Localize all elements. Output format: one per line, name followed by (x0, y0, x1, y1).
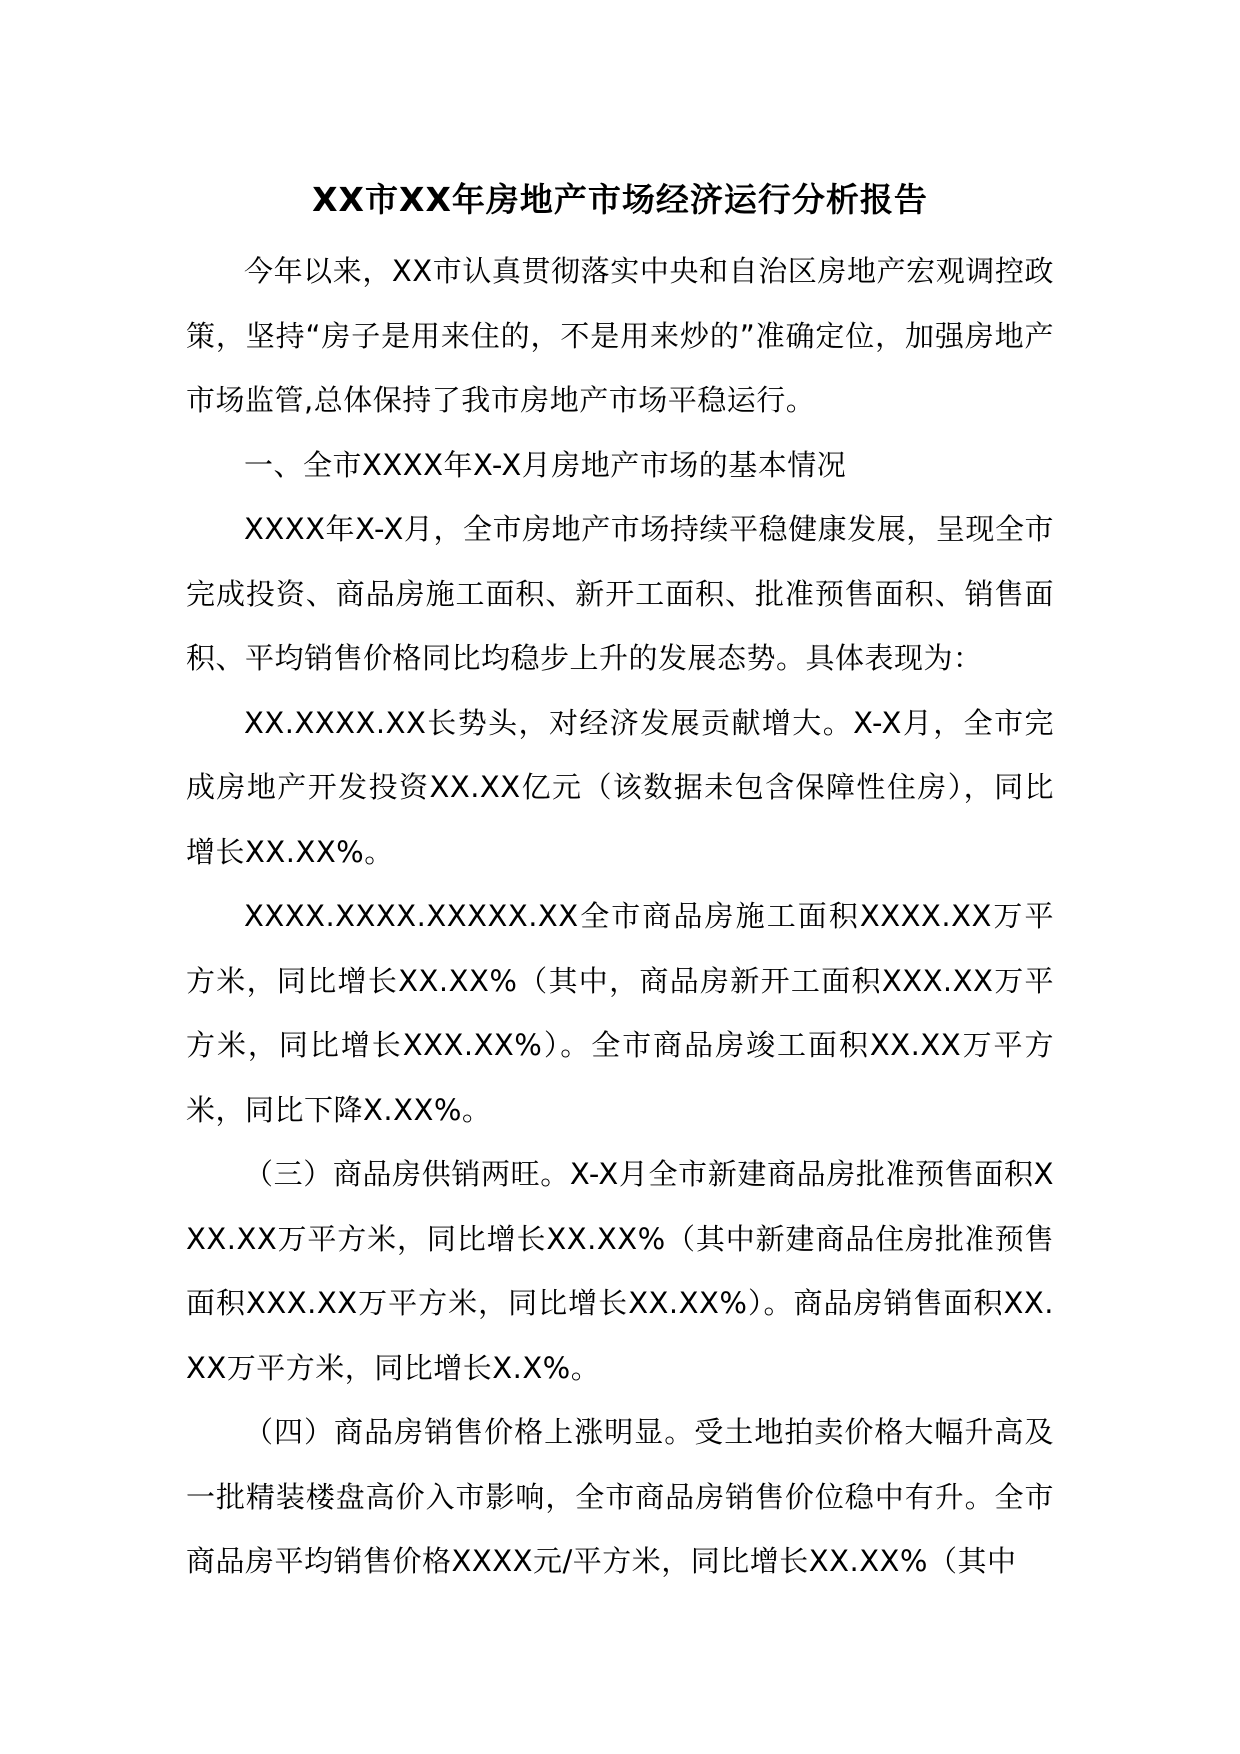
paragraph-investment: XX.XXXX.XX长势头，对经济发展贡献增大。X-X月，全市完成房地产开发投资XX.XX亿元（该数据未包含保障性住房），同比增长XX.XX%。 (186, 705, 1054, 869)
paragraph-supply-sales: （三）商品房供销两旺。X-X月全市新建商品房批准预售面积XXX.XX万平方米，同比增长XX.XX%（其中新建商品住房批准预售面积XXX.XX万平方米，同比增长XX.XX%）。商品房销售面积XX.XX万平方米，同比增长X.X%。 (186, 1157, 1054, 1385)
document-title: XX市XX年房地产市场经济运行分析报告 (312, 180, 928, 219)
section-heading-basic-situation: 一、全市XXXX年X-X月房地产市场的基本情况 (244, 447, 847, 482)
paragraph-intro: 今年以来，XX市认真贯彻落实中央和自治区房地产宏观调控政策，坚持“房子是用来住的，不是用来炒的”准确定位，加强房地产市场监管,总体保持了我市房地产市场平稳运行。 (186, 254, 1054, 417)
paragraph-construction-area: XXXX.XXXX.XXXXX.XX全市商品房施工面积XXXX.XX万平方米，同比增长XX.XX%（其中，商品房新开工面积XXX.XX万平方米，同比增长XXX.XX%）。全市商品房竣工面积XX.XX万平方米，同比下降X.XX%。 (186, 899, 1054, 1127)
document-page (186, 170, 1054, 1594)
paragraph-overview: XXXX年X-X月，全市房地产市场持续平稳健康发展，呈现全市完成投资、商品房施工面积、新开工面积、批准预售面积、销售面积、平均销售价格同比均稳步上升的发展态势。具体表现为： (186, 512, 1054, 675)
paragraph-sales-price: （四）商品房销售价格上涨明显。受土地拍卖价格大幅升高及一批精装楼盘高价入市影响，全市商品房销售价位稳中有升。全市商品房平均销售价格XXXX元/平方米，同比增长XX.XX%（其中 (186, 1415, 1054, 1578)
